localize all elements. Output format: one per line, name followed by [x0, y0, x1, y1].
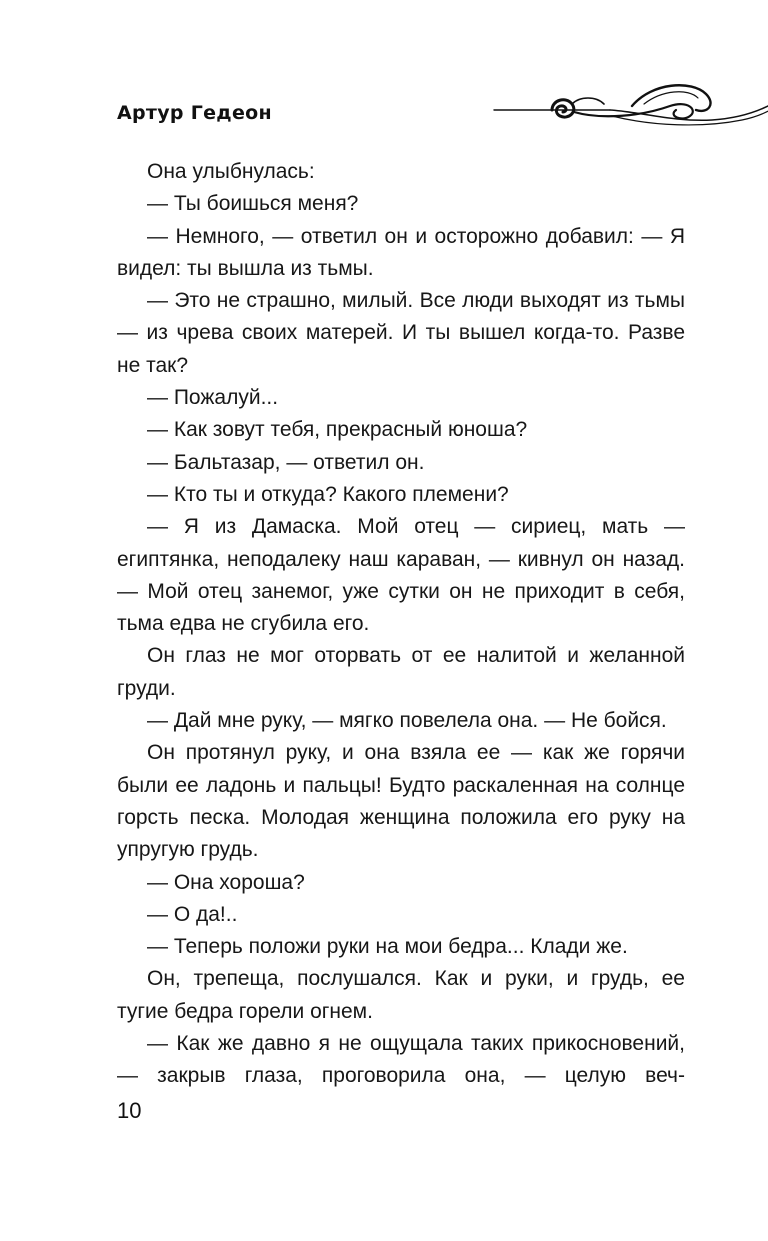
body-text	[117, 156, 685, 1093]
page-number: 10	[117, 1098, 142, 1123]
running-header	[117, 98, 687, 138]
paragraph: — Как зовут тебя, прекрасный юноша?	[147, 418, 528, 442]
running-header-author: Артур Гедеон	[117, 102, 272, 124]
decorative-flourish-icon	[492, 76, 768, 140]
paragraph: — Это не страшно, милый. Все люди выходят из тьмы — из чрева своих матерей. И ты вышел когда-то. Разве не так?	[117, 289, 685, 377]
paragraph: — Она хороша?	[147, 870, 305, 894]
paragraph-continued: — Как же давно я не ощущала таких прикосновений, — закрыв глаза, проговорила она, — целую веч-	[117, 1032, 685, 1088]
paragraph: Она улыбнулась:	[147, 160, 315, 183]
paragraph: — Пожалуй...	[147, 386, 279, 410]
paragraph: Он, трепеща, послушался. Как и руки, и грудь, ее тугие бедра горели огнем.	[117, 967, 685, 1023]
paragraph: — Кто ты и откуда? Какого племени?	[147, 482, 509, 506]
paragraph: — Ты боишься меня?	[147, 192, 359, 216]
paragraph: — Бальтазар, — ответил он.	[147, 450, 425, 474]
paragraph: — Немного, — ответил он и осторожно добавил: — Я видел: ты вышла из тьмы.	[117, 224, 685, 280]
paragraph: Он глаз не мог оторвать от ее налитой и желанной груди.	[117, 644, 685, 700]
paragraph: — Я из Дамаска. Мой отец — сириец, мать — египтянка, неподалеку наш караван, — кивнул он назад. — Мой отец занемог, уже сутки он не приходит в себя, тьма едва не сгубила его.	[117, 515, 685, 636]
paragraph: — Дай мне руку, — мягко повелела она. — Не бойся.	[147, 709, 667, 733]
paragraph: Он протянул руку, и она взяла ее — как же горячи были ее ладонь и пальцы! Будто раскаленная на солнце горсть песка. Молодая женщина положила его руку на упругую грудь.	[117, 741, 685, 862]
paragraph: — Теперь положи руки на мои бедра... Клади же.	[147, 935, 628, 959]
paragraph: — О да!..	[147, 902, 238, 926]
